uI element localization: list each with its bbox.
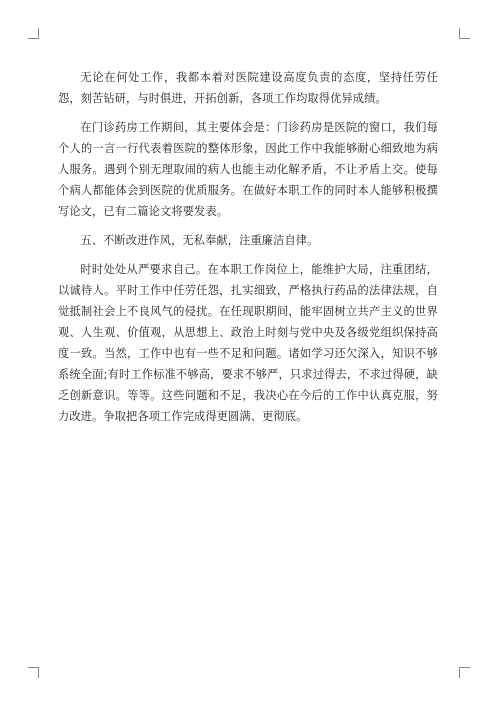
paragraph-work-attitude: 无论在何处工作，我都本着对医院建设高度负责的态度，坚持任劳任怨，刻苦钻研，与时俱进，开拓创新，各项工作均取得优异成绩。 xyxy=(58,71,438,105)
section-heading-work-style: 五、不断改进作风，无私奉献，注重廉洁自律。 xyxy=(80,234,319,247)
paragraph-outpatient-pharmacy: 在门诊药房工作期间，其主要体会是：门诊药房是医院的窗口，我们每个人的一言一行代表着医院的整体形象，因此工作中我能够耐心细致地为病人服务。遇到个别无理取闹的病人也能主动化解矛盾，不让矛盾上交。使每个病人都能体会到医院的优质服务。在做好本职工作的同时本人能够积极撰写论文，已有二篇论文将要发表。 xyxy=(58,121,438,218)
paragraph-self-discipline: 时时处处从严要求自己。在本职工作岗位上，能维护大局，注重团结，以诚待人。平时工作中任劳任怨，扎实细致，严格执行药品的法律法规，自觉抵制社会上不良风气的侵扰。在任现职期间，能牢固树立共产主义的世界观、人生观、价值观，从思想上、政治上时刻与党中央及各级党组织保持高度一致。当然，工作中也有一些不足和问题。诸如学习还欠深入，知识不够系统全面;有时工作标准不够高，要求不够严，只求过得去，不求过得硬，缺乏创新意识。等等。这些问题和不足，我决心在今后的工作中认真克服，努力改进。争取把各项工作完成得更圆满、更彻底。 xyxy=(58,263,438,423)
page-corner-mark-top-left xyxy=(28,28,39,39)
document-body xyxy=(58,67,438,435)
page-corner-mark-top-right xyxy=(459,28,470,39)
page-corner-mark-bottom-right xyxy=(459,667,470,678)
page-corner-mark-bottom-left xyxy=(28,667,39,678)
